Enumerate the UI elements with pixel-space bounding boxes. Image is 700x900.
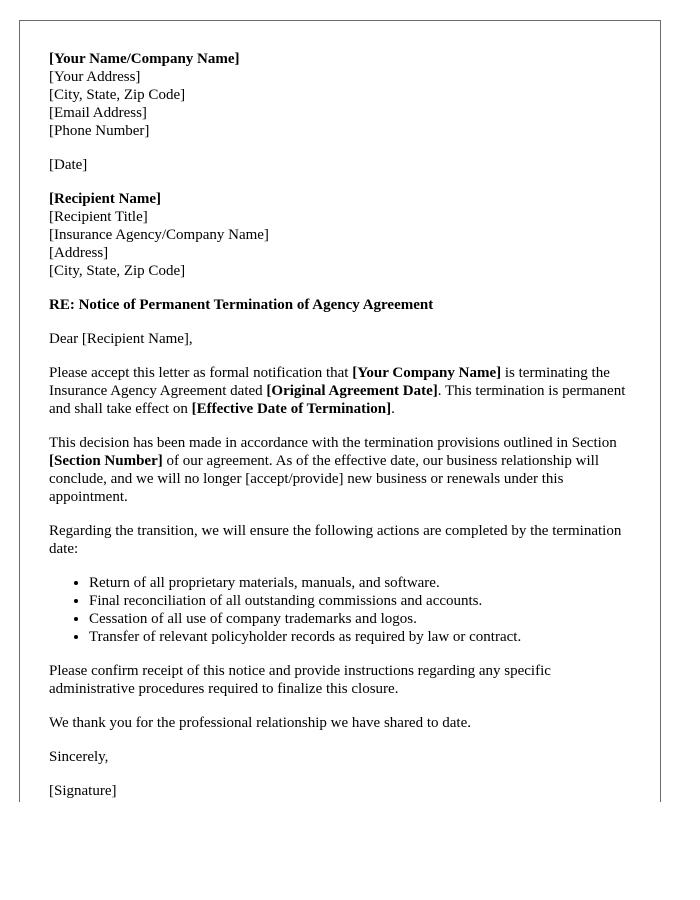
letter-date: [Date] [49,157,88,173]
section-number-placeholder: [Section Number] [49,453,163,469]
agreement-date-placeholder: [Original Agreement Date] [266,383,438,399]
recipient-block [49,190,639,280]
sender-address: [Your Address] [49,69,141,85]
sender-phone: [Phone Number] [49,123,150,139]
list-item: • Final reconciliation of all outstanding commissions and accounts. [89,592,639,610]
paragraph-text: . This termination is permanent and shall take effect on [49,383,626,417]
list-item: • Cessation of all use of company trademarks and logos. [89,610,639,628]
sender-name: [Your Name/Company Name] [49,51,240,67]
company-name-placeholder: [Your Company Name] [352,365,502,381]
closing: Sincerely, [49,749,109,765]
paragraph-text: Please accept this letter as formal notification that [49,365,353,381]
recipient-address: [Address] [49,245,109,261]
subject-line: RE: Notice of Permanent Termination of Agency Agreement [49,297,434,313]
recipient-title: [Recipient Title] [49,209,148,225]
salutation: Dear [Recipient Name], [49,331,193,347]
sender-email: [Email Address] [49,105,147,121]
paragraph-confirm: Please confirm receipt of this notice and provide instructions regarding any specific administrative procedures required to finalize this closure. [49,663,551,697]
list-item: • Return of all proprietary materials, manuals, and software. [89,574,639,592]
paragraph-decision [49,434,639,506]
letter-page [19,20,661,802]
paragraph-thanks: We thank you for the professional relationship we have shared to date. [49,715,471,731]
recipient-name: [Recipient Name] [49,191,162,207]
paragraph-notification [49,364,639,418]
paragraph-transition: Regarding the transition, we will ensure the following actions are completed by the termination date: [49,523,622,557]
recipient-company: [Insurance Agency/Company Name] [49,227,269,243]
sender-city-state-zip: [City, State, Zip Code] [49,87,186,103]
sender-block [49,50,639,140]
recipient-city-state-zip: [City, State, Zip Code] [49,263,186,279]
effective-date-placeholder: [Effective Date of Termination] [191,401,392,417]
list-item: • Transfer of relevant policyholder records as required by law or contract. [89,628,639,646]
signature: [Signature] [49,783,117,799]
paragraph-text: is terminating the Insurance Agency Agreement dated [49,365,610,399]
paragraph-text: . [391,401,395,417]
actions-list [49,574,639,646]
letter-content [49,50,639,802]
date-block [49,156,639,174]
paragraph-text: This decision has been made in accordance with the termination provisions outlined in Section [49,435,617,451]
paragraph-text: of our agreement. As of the effective date, our business relationship will conclude, and we will no longer [accept/provide] new business or renewals under this appointment. [49,453,600,505]
